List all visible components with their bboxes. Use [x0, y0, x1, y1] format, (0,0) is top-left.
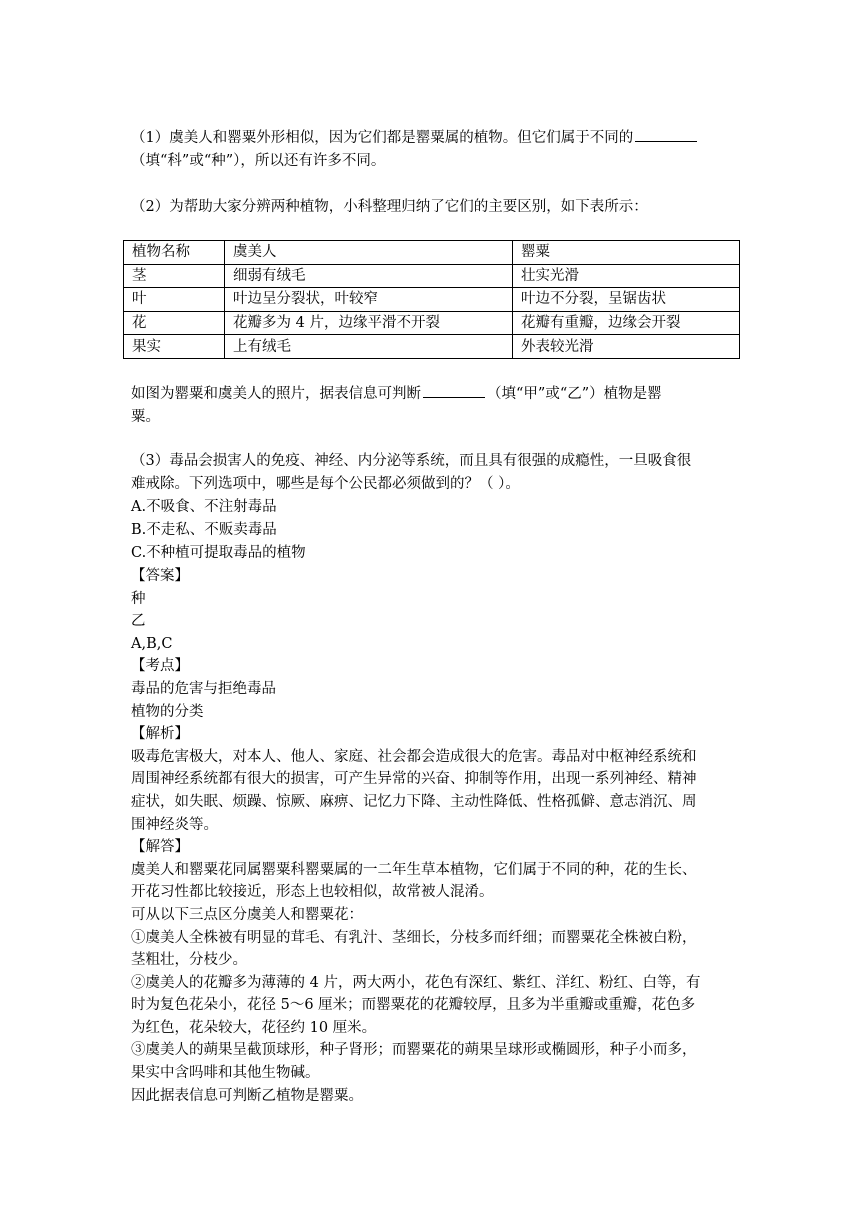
table-header-cell: 罂粟 — [513, 241, 740, 265]
question-2-intro — [131, 196, 743, 219]
table-cell: 上有绒毛 — [225, 335, 513, 359]
kaodian-heading: 【考点】 — [131, 658, 189, 675]
table-cell: 壮实光滑 — [513, 264, 740, 288]
answer-heading: 【答案】 — [131, 568, 189, 584]
answer-blank — [423, 383, 485, 398]
jieda-line: ①虞美人全株被有明显的茸毛、有乳汁、茎细长，分枝多而纤细；而罂粟花全株被白粉， — [131, 929, 697, 946]
q2-after-line-1 — [131, 383, 743, 406]
jieda-heading: 【解答】 — [131, 839, 189, 856]
jieda-line: 时为复色花朵小，花径 5～6 厘米；而罂粟花的花瓣较厚，且多为半重瓣或重瓣，花色多 — [131, 997, 696, 1014]
table-row — [124, 335, 740, 359]
q1-line-2: （填“科”或“种”），所以还有许多不同。 — [131, 153, 386, 169]
q2-after-text-1: 如图为罂粟和虞美人的照片，据表信息可判断 — [131, 386, 421, 402]
q2-after-line-2: 粟。 — [131, 409, 160, 425]
jieda-line: 可从以下三点区分虞美人和罂粟花： — [131, 906, 363, 923]
q1-text-1: （1）虞美人和罂粟外形相似，因为它们都是罂粟属的植物。但它们属于不同的 — [131, 130, 634, 146]
jiexi-line: 围神经炎等。 — [131, 816, 218, 833]
comparison-table — [123, 240, 740, 359]
question-2-followup — [131, 383, 743, 429]
jieda-line: ②虞美人的花瓣多为薄薄的 4 片，两大两小，花色有深红、紫红、洋红、粉红、白等，有 — [131, 974, 701, 991]
kaodian-item: 植物的分类 — [131, 703, 204, 720]
table-cell: 茎 — [124, 264, 225, 288]
table-cell: 叶边不分裂，呈锯齿状 — [513, 288, 740, 312]
table-header-cell: 植物名称 — [124, 241, 225, 265]
table-cell: 叶 — [124, 288, 225, 312]
answer-blank — [635, 127, 697, 142]
answer-item: 乙 — [131, 613, 146, 630]
q3-option-a: A.不吸食、不注射毒品 — [131, 499, 277, 515]
table-cell: 花瓣有重瓣，边缘会开裂 — [513, 311, 740, 335]
table-row — [124, 288, 740, 312]
q3-line-2: 难戒除。下列选项中，哪些是每个公民都必须做到的？（ ）。 — [131, 476, 520, 492]
q3-option-b: B.不走私、不贩卖毒品 — [131, 522, 277, 538]
table-cell: 外表较光滑 — [513, 335, 740, 359]
q1-line-1 — [131, 127, 743, 150]
table-cell: 果实 — [124, 335, 225, 359]
jiexi-line: 周围神经系统都有很大的损害，可产生异常的兴奋、抑制等作用，出现一系列神经、精神 — [131, 771, 697, 788]
jiexi-line: 症状，如失眠、烦躁、惊厥、麻痹、记忆力下降、主动性降低、性格孤僻、意志消沉、周 — [131, 793, 697, 810]
jieda-line: 果实中含吗啡和其他生物碱。 — [131, 1065, 320, 1082]
question-1 — [131, 127, 743, 173]
answer-item: A,B,C — [131, 635, 173, 652]
jieda-line: 茎粗壮，分枝少。 — [131, 952, 247, 969]
question-3 — [131, 450, 743, 565]
table-cell: 叶边呈分裂状，叶较窄 — [225, 288, 513, 312]
jieda-line: 开花习性都比较接近，形态上也较相似，故常被人混淆。 — [131, 884, 494, 901]
jieda-line: ③虞美人的蒴果呈截顶球形，种子肾形；而罂粟花的蒴果呈球形或椭圆形，种子小而多， — [131, 1042, 697, 1059]
jieda-line: 虞美人和罂粟花同属罂粟科罂粟属的一二年生草本植物，它们属于不同的种，花的生长、 — [131, 861, 697, 878]
kaodian-item: 毒品的危害与拒绝毒品 — [131, 680, 276, 697]
jieda-line: 因此据表信息可判断乙植物是罂粟。 — [131, 1087, 363, 1104]
q3-option-c: C.不种植可提取毒品的植物 — [131, 545, 306, 561]
table-cell: 花瓣多为 4 片，边缘平滑不开裂 — [225, 311, 513, 335]
answer-item: 种 — [131, 590, 146, 607]
solution-section — [131, 565, 751, 1107]
q2-after-text-2: （填“甲”或“乙”）植物是罂 — [487, 386, 662, 402]
q3-line-1: （3）毒品会损害人的免疫、神经、内分泌等系统，而且具有很强的成瘾性，一旦吸食很 — [131, 453, 692, 469]
table-cell: 花 — [124, 311, 225, 335]
table-header-cell: 虞美人 — [225, 241, 513, 265]
table-row — [124, 311, 740, 335]
table-cell: 细弱有绒毛 — [225, 264, 513, 288]
jiexi-heading: 【解析】 — [131, 726, 189, 743]
table-header-row — [124, 241, 740, 265]
jieda-line: 为红色，花朵较大，花径约 10 厘米。 — [131, 1019, 377, 1036]
q2-intro-line: （2）为帮助大家分辨两种植物，小科整理归纳了它们的主要区别，如下表所示： — [131, 199, 648, 215]
table-row — [124, 264, 740, 288]
jiexi-line: 吸毒危害极大，对本人、他人、家庭、社会都会造成很大的危害。毒品对中枢神经系统和 — [131, 748, 697, 765]
